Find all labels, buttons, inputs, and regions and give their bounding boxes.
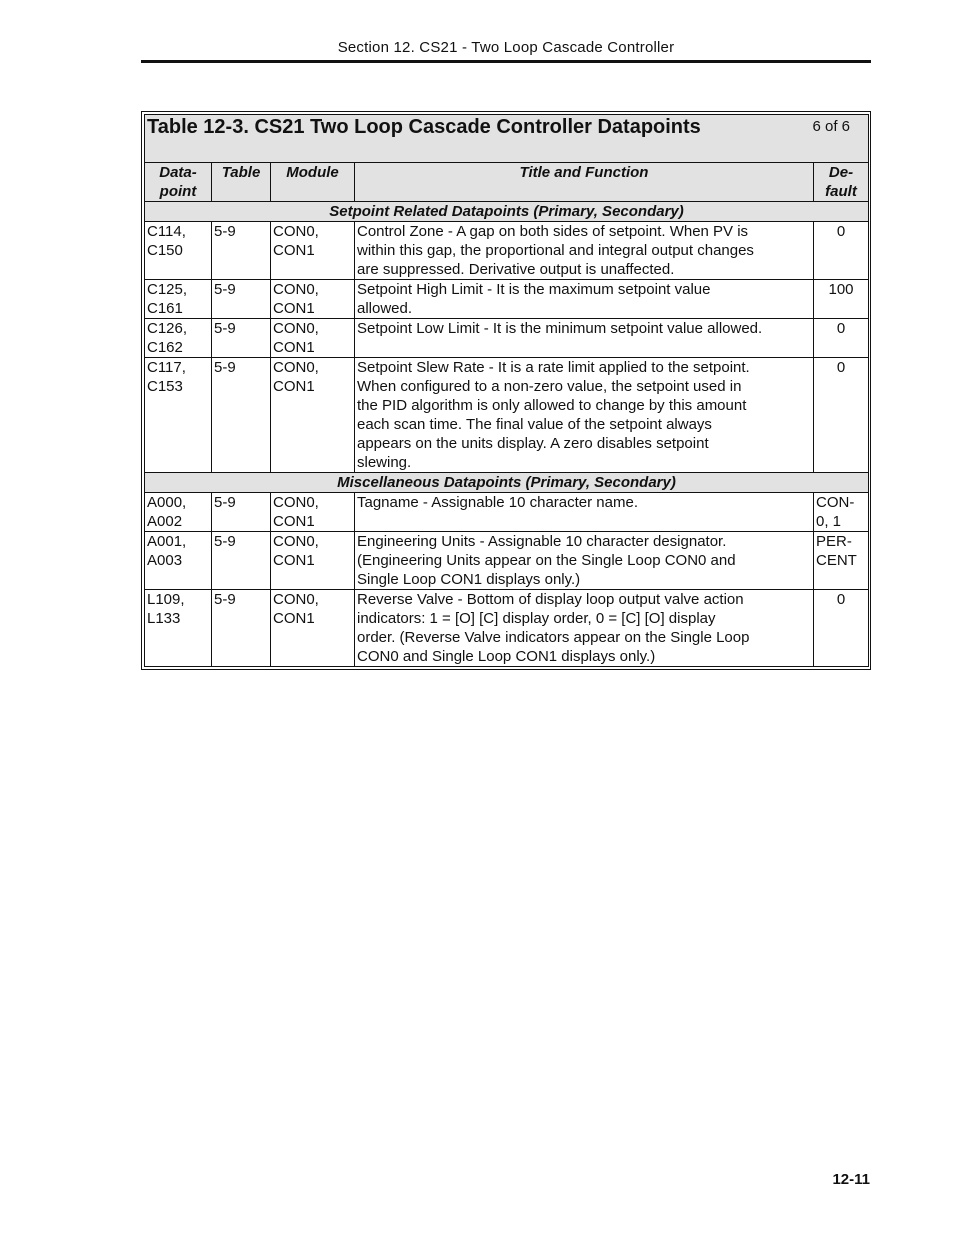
default-cell-line1: 0 [836, 359, 846, 376]
datapoint-cell-line1: C126, [147, 320, 188, 337]
table-caption-row [145, 115, 869, 163]
module-cell [271, 358, 355, 473]
module-cell [271, 590, 355, 667]
title-function-cell [355, 358, 814, 473]
module-cell-line2: CON1 [273, 552, 315, 569]
title-function-cell [355, 493, 814, 532]
table-row [145, 319, 869, 358]
function-text-line: Tagname - Assignable 10 character name. [357, 494, 638, 511]
header-datapoint [145, 163, 212, 202]
title-function-cell [355, 222, 814, 280]
table-row [145, 222, 869, 280]
function-text-line: Setpoint Slew Rate - It is a rate limit applied to the setpoint. [357, 359, 750, 376]
datapoint-cell-line2: C150 [147, 242, 183, 259]
default-cell [814, 358, 869, 473]
function-text-line: Setpoint High Limit - It is the maximum setpoint value [357, 281, 711, 298]
table-ref-cell: 5-9 [212, 532, 271, 590]
module-cell-line1: CON0, [273, 281, 319, 298]
datapoint-cell [145, 532, 212, 590]
header-rule [141, 60, 871, 63]
function-text-line: the PID algorithm is only allowed to change by this amount [357, 397, 747, 414]
table-body [145, 202, 869, 667]
default-cell-line2: 0, 1 [816, 513, 842, 530]
module-cell-line2: CON1 [273, 300, 315, 317]
table-caption [147, 115, 866, 137]
table-caption-cell [145, 115, 869, 163]
section-heading-row [145, 202, 869, 222]
function-text-line: indicators: 1 = [O] [C] display order, 0 = [C] [O] display [357, 610, 716, 627]
title-function-cell [355, 590, 814, 667]
page-number: 12-11 [832, 1171, 870, 1188]
header-default [814, 163, 869, 202]
module-cell [271, 493, 355, 532]
table-ref-cell: 5-9 [212, 280, 271, 319]
header-default-line1: De- [828, 164, 854, 181]
table-row [145, 590, 869, 667]
function-text-line: Single Loop CON1 displays only.) [357, 571, 581, 588]
section-heading: Setpoint Related Datapoints (Primary, Secondary) [145, 202, 869, 222]
function-text-line: (Engineering Units appear on the Single Loop CON0 and [357, 552, 736, 569]
default-cell [814, 319, 869, 358]
datapoint-cell-line1: C117, [147, 359, 186, 376]
section-heading: Miscellaneous Datapoints (Primary, Secondary) [145, 473, 869, 493]
datapoint-cell-line2: L133 [147, 610, 181, 627]
default-cell-line2: CENT [816, 552, 857, 569]
module-cell-line1: CON0, [273, 320, 319, 337]
datapoint-cell-line1: A001, [147, 533, 187, 550]
function-text-line: order. (Reverse Valve indicators appear on the Single Loop [357, 629, 750, 646]
function-text-line: appears on the units display. A zero disables setpoint [357, 435, 709, 452]
module-cell-line2: CON1 [273, 513, 315, 530]
datapoint-cell [145, 222, 212, 280]
module-cell-line1: CON0, [273, 223, 319, 240]
function-text-line: allowed. [357, 300, 413, 317]
default-cell [814, 280, 869, 319]
title-function-cell [355, 319, 814, 358]
datapoint-cell-line2: A002 [147, 513, 183, 530]
table-ref-cell: 5-9 [212, 358, 271, 473]
table-row [145, 280, 869, 319]
table-row [145, 358, 869, 473]
default-cell-line1: CON- [816, 494, 855, 511]
table-row [145, 532, 869, 590]
function-text-line: each scan time. The final value of the setpoint always [357, 416, 712, 433]
function-text-line: Engineering Units - Assignable 10 character designator. [357, 533, 727, 550]
table-ref-cell: 5-9 [212, 493, 271, 532]
table-ref-cell: 5-9 [212, 319, 271, 358]
module-cell-line2: CON1 [273, 378, 315, 395]
function-text-line: are suppressed. Derivative output is unaffected. [357, 261, 675, 278]
header-datapoint-line1: Data- [159, 164, 197, 181]
function-text-line: slewing. [357, 454, 412, 471]
datapoint-cell-line2: C153 [147, 378, 183, 395]
function-text-line: within this gap, the proportional and integral output changes [357, 242, 754, 259]
default-cell [814, 222, 869, 280]
datapoints-table-frame [141, 111, 871, 670]
module-cell-line1: CON0, [273, 359, 319, 376]
datapoint-cell-line1: C125, [147, 281, 188, 298]
function-text-line: Control Zone - A gap on both sides of setpoint. When PV is [357, 223, 749, 240]
default-cell-line1: 0 [836, 223, 846, 240]
module-cell [271, 532, 355, 590]
default-cell [814, 493, 869, 532]
header-module: Module [271, 163, 355, 202]
module-cell [271, 319, 355, 358]
module-cell-line1: CON0, [273, 591, 319, 608]
table-page-indicator: 6 of 6 [812, 117, 850, 135]
module-cell-line2: CON1 [273, 339, 315, 356]
default-cell-line1: 0 [836, 591, 846, 608]
module-cell-line1: CON0, [273, 494, 319, 511]
table-ref-cell: 5-9 [212, 222, 271, 280]
header-default-line2: fault [825, 183, 857, 200]
function-text-line: Setpoint Low Limit - It is the minimum setpoint value allowed. [357, 320, 763, 337]
datapoint-cell-line2: C162 [147, 339, 183, 356]
module-cell-line1: CON0, [273, 533, 319, 550]
table-title: Table 12-3. CS21 Two Loop Cascade Controller Datapoints [147, 116, 701, 138]
default-cell-line1: 0 [836, 320, 846, 337]
function-text-line: Reverse Valve - Bottom of display loop output valve action [357, 591, 744, 608]
datapoint-cell [145, 493, 212, 532]
datapoint-cell [145, 280, 212, 319]
datapoint-cell-line2: A003 [147, 552, 183, 569]
default-cell [814, 590, 869, 667]
header-table: Table [212, 163, 271, 202]
table-ref-cell: 5-9 [212, 590, 271, 667]
datapoint-cell-line2: C161 [147, 300, 183, 317]
datapoint-cell [145, 319, 212, 358]
datapoint-cell-line1: L109, [147, 591, 185, 608]
running-head: Section 12. CS21 - Two Loop Cascade Controller [337, 39, 675, 56]
datapoints-table [144, 114, 869, 667]
function-text-line: CON0 and Single Loop CON1 displays only.) [357, 648, 656, 665]
datapoint-cell-line1: C114, [147, 223, 186, 240]
datapoint-cell [145, 590, 212, 667]
title-function-cell [355, 532, 814, 590]
default-cell-line1: 100 [828, 281, 854, 298]
function-text-line: When configured to a non-zero value, the setpoint used in [357, 378, 742, 395]
datapoint-cell [145, 358, 212, 473]
module-cell-line2: CON1 [273, 610, 315, 627]
table-header-row [145, 163, 869, 202]
header-datapoint-line2: point [159, 183, 197, 200]
section-heading-row [145, 473, 869, 493]
header-title-function: Title and Function [355, 163, 814, 202]
table-row [145, 493, 869, 532]
datapoint-cell-line1: A000, [147, 494, 187, 511]
default-cell [814, 532, 869, 590]
title-function-cell [355, 280, 814, 319]
module-cell [271, 222, 355, 280]
default-cell-line1: PER- [816, 533, 852, 550]
module-cell [271, 280, 355, 319]
module-cell-line2: CON1 [273, 242, 315, 259]
